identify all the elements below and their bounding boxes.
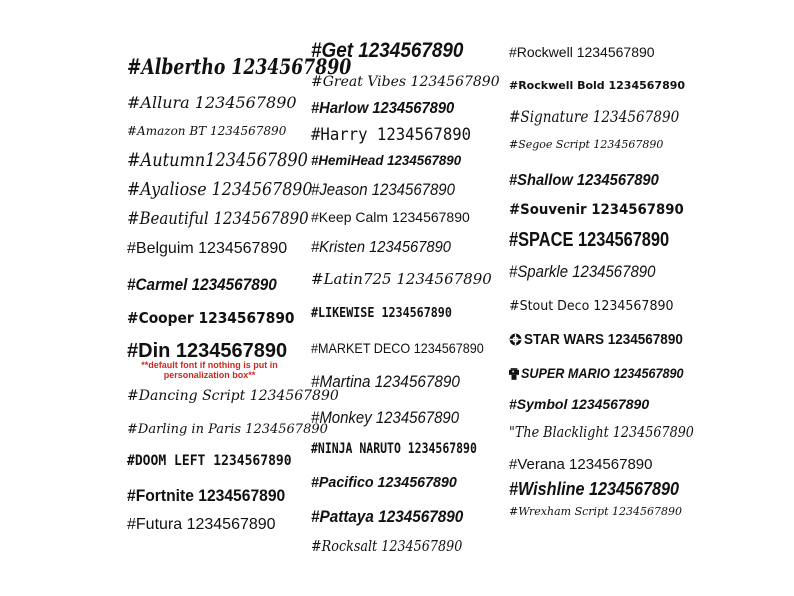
font-sample-ayaliose: #Ayaliose 1234567890 <box>127 179 313 200</box>
font-sample-harlow: #Harlow 1234567890 <box>311 100 455 117</box>
font-sample-likewise: #LIKEWISE 1234567890 <box>311 306 452 321</box>
font-sample-verana: #Verana 1234567890 <box>509 456 653 473</box>
font-sample-rocksalt: #Rocksalt 1234567890 <box>311 537 463 555</box>
font-sample-amazon-bt: #Amazon BT 1234567890 <box>127 124 287 138</box>
font-sample-wrexham-script: #Wrexham Script 1234567890 <box>509 505 682 518</box>
default-font-note: **default font if nothing is put in personalization box** <box>141 360 278 380</box>
font-sample-harry: #Harry 1234567890 <box>311 125 472 145</box>
star-wars-row <box>509 332 700 348</box>
font-sample-star-wars: STAR WARS 1234567890 <box>524 331 683 348</box>
font-sample-stout-deco: #Stout Deco 1234567890 <box>509 299 674 314</box>
font-sample-souvenir: #Souvenir 1234567890 <box>509 202 684 218</box>
font-sample-carmel: #Carmel 1234567890 <box>127 275 277 294</box>
galactic-empire-icon <box>509 333 522 346</box>
font-sample-great-vibes: #Great Vibes 1234567890 <box>311 74 500 90</box>
font-sample-hemihead: #HemiHead 1234567890 <box>311 152 462 168</box>
font-sample-darling-in-paris: #Darling in Paris 1234567890 <box>127 422 328 437</box>
font-sample-signature: #Signature 1234567890 <box>509 107 680 126</box>
font-sample-super-mario: SUPER MARIO 1234567890 <box>521 365 684 381</box>
font-sample-segoe-script: #Segoe Script 1234567890 <box>509 138 664 151</box>
mario-mushroom-icon <box>509 368 519 380</box>
font-sample-rockwell-bold: #Rockwell Bold 1234567890 <box>509 79 686 92</box>
font-sample-rockwell: #Rockwell 1234567890 <box>509 44 655 60</box>
font-sample-the-blacklight: "The Blacklight 1234567890 <box>509 423 694 441</box>
font-sample-futura: #Futura 1234567890 <box>127 516 276 533</box>
font-sample-kristen: #Kristen 1234567890 <box>311 239 451 256</box>
font-sample-allura: #Allura 1234567890 <box>127 93 297 112</box>
font-sample-pacifico: #Pacifico 1234567890 <box>311 474 457 491</box>
font-sample-autumn: #Autumn1234567890 <box>127 149 308 171</box>
font-sample-get: #Get 1234567890 <box>311 39 464 62</box>
font-sample-latin725: #Latin725 1234567890 <box>311 270 492 288</box>
font-sample-keep-calm: #Keep Calm 1234567890 <box>311 209 470 225</box>
font-sample-ninja-naruto: #NINJA NARUTO 1234567890 <box>311 441 477 457</box>
font-sample-dancing-script: #Dancing Script 1234567890 <box>127 388 339 404</box>
font-sample-sparkle: #Sparkle 1234567890 <box>509 262 656 281</box>
font-sample-jeason: #Jeason 1234567890 <box>311 180 455 199</box>
font-sample-pattaya: #Pattaya 1234567890 <box>311 507 464 526</box>
font-sample-shallow: #Shallow 1234567890 <box>509 172 659 189</box>
font-sample-belguim: #Belguim 1234567890 <box>127 240 288 257</box>
font-sample-symbol: #Symbol 1234567890 <box>509 396 650 412</box>
font-sample-fortnite: #Fortnite 1234567890 <box>127 486 286 505</box>
super-mario-row <box>509 366 702 382</box>
font-sample-martina: #Martina 1234567890 <box>311 372 460 391</box>
font-sample-doom-left: #DOOM LEFT 1234567890 <box>127 453 292 469</box>
font-sample-din: #Din 1234567890 <box>127 340 288 362</box>
font-sample-cooper: #Cooper 1234567890 <box>127 309 295 327</box>
font-sample-albertho: #Albertho 1234567890 <box>127 54 352 79</box>
font-sample-wishline: #Wishline 1234567890 <box>509 479 680 499</box>
font-sample-monkey: #Monkey 1234567890 <box>311 408 460 427</box>
font-sample-space: #SPACE 1234567890 <box>509 229 670 251</box>
font-sample-market-deco: #MARKET DECO 1234567890 <box>311 340 484 356</box>
font-sample-beautiful: #Beautiful 1234567890 <box>127 209 309 229</box>
